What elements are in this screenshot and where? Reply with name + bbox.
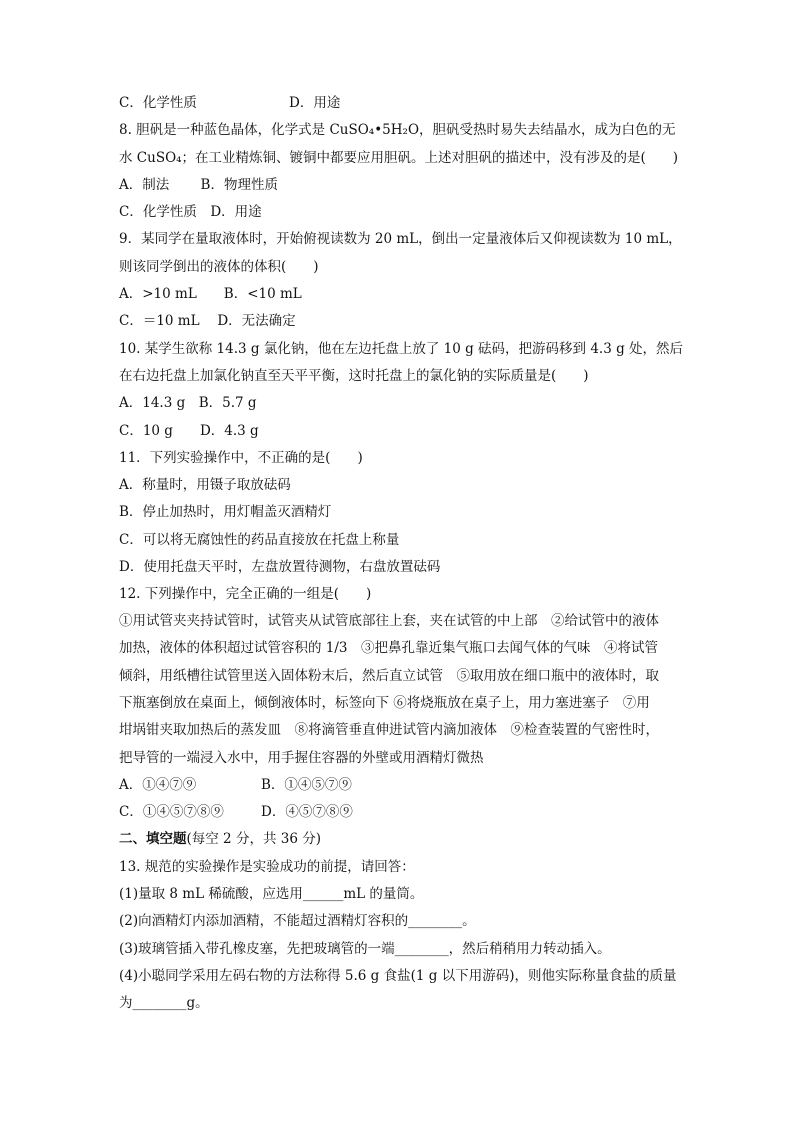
q11-option-c: C．可以将无腐蚀性的药品直接放在托盘上称量	[119, 532, 400, 548]
q11-option-b: B．停止加热时，用灯帽盖灭酒精灯	[119, 504, 332, 520]
section-2-note: (每空 2 分，共 36 分)	[186, 831, 321, 847]
q12-body-line4: 下瓶塞倒放在桌面上，倾倒液体时，标签向下 ⑥将烧瓶放在桌子上，用力塞进塞子 ⑦用	[119, 695, 650, 711]
q8-stem-line2: 水 CuSO₄；在工业精炼铜、镀铜中都要应用胆矾。上述对胆矾的描述中，没有涉及的是( )	[119, 150, 679, 166]
q7-option-c: C．化学性质	[119, 95, 197, 111]
q9-options-ab: A．>10 mL B．<10 mL	[119, 286, 302, 302]
q9-stem-line1: 9．某同学在量取液体时，开始俯视读数为 20 mL，倒出一定量液体后又仰视读数为 10 mL，	[119, 231, 682, 247]
q12-options-cd	[119, 802, 353, 822]
q12-options-ab	[119, 775, 352, 795]
q12-body-line3: 倾斜，用纸槽往试管里送入固体粉末后，然后直立试管 ⑤取用放在细口瓶中的液体时，取	[119, 668, 659, 684]
q9-options-cd: C．＝10 mL D．无法确定	[119, 313, 296, 329]
q9-stem-line2: 则该同学倒出的液体的体积( )	[119, 259, 319, 275]
q12-stem: 12. 下列操作中，完全正确的一组是( )	[119, 586, 372, 602]
q10-stem-line1: 10. 某学生欲称 14.3 g 氯化钠，他在左边托盘上放了 10 g 砝码，把游码移到 4.3 g 处，然后	[119, 341, 684, 357]
q13-part1: (1)量取 8 mL 稀硫酸，应选用______mL 的量筒。	[119, 886, 424, 902]
q12-option-c: C．①④⑤⑦⑧⑨	[119, 804, 224, 820]
q12-body-line1: ①用试管夹夹持试管时，试管夹从试管底部往上套，夹在试管的中上部 ②给试管中的液体	[119, 613, 659, 629]
q12-option-b: B．①④⑤⑦⑨	[261, 777, 352, 793]
q8-options-ab: A．制法 B．物理性质	[119, 177, 278, 193]
q7-options-cd	[119, 93, 341, 113]
q11-option-d: D．使用托盘天平时，左盘放置待测物，右盘放置砝码	[119, 559, 441, 575]
section-2-title: 二、填空题	[119, 831, 187, 847]
q13-part4-line2: 为________g。	[119, 995, 209, 1011]
section-2-heading	[119, 829, 321, 849]
q13-stem: 13. 规范的实验操作是实验成功的前提，请回答：	[119, 859, 415, 875]
q12-body-line6: 把导管的一端浸入水中，用手握住容器的外壁或用酒精灯微热	[119, 750, 484, 766]
q11-option-a: A．称量时，用镊子取放砝码	[119, 477, 291, 493]
q13-part2: (2)向酒精灯内添加酒精，不能超过酒精灯容积的________。	[119, 913, 476, 929]
q12-body-line5: 坩埚钳夹取加热后的蒸发皿 ⑧将滴管垂直伸进试管内滴加液体 ⑨检查装置的气密性时，	[119, 722, 659, 738]
q12-body-line2: 加热，液体的体积超过试管容积的 1/3 ③把鼻孔靠近集气瓶口去闻气体的气味 ④将试管	[119, 640, 659, 656]
q10-options-ab: A．14.3 g B．5.7 g	[119, 395, 257, 411]
q10-stem-line2: 在右边托盘上加氯化钠直至天平平衡，这时托盘上的氯化钠的实际质量是( )	[119, 368, 589, 384]
q13-part3: (3)玻璃管插入带孔橡皮塞，先把玻璃管的一端________，然后稍稍用力转动插入。	[119, 941, 611, 957]
q8-stem-line1: 8. 胆矾是一种蓝色晶体，化学式是 CuSO₄•5H₂O，胆矾受热时易失去结晶水，成为白色的无	[119, 122, 676, 138]
q12-option-a: A．①④⑦⑨	[119, 777, 197, 793]
q12-option-d: D．④⑤⑦⑧⑨	[261, 804, 353, 820]
q10-options-cd: C．10 g D．4.3 g	[119, 423, 259, 439]
q7-option-d: D．用途	[289, 95, 341, 111]
q13-part4-line1: (4)小聪同学采用左码右物的方法称得 5.6 g 食盐(1 g 以下用游码)，则他实际称量食盐的质量	[119, 968, 677, 984]
q11-stem: 11．下列实验操作中，不正确的是( )	[119, 450, 363, 466]
q8-options-cd: C．化学性质 D．用途	[119, 204, 262, 220]
